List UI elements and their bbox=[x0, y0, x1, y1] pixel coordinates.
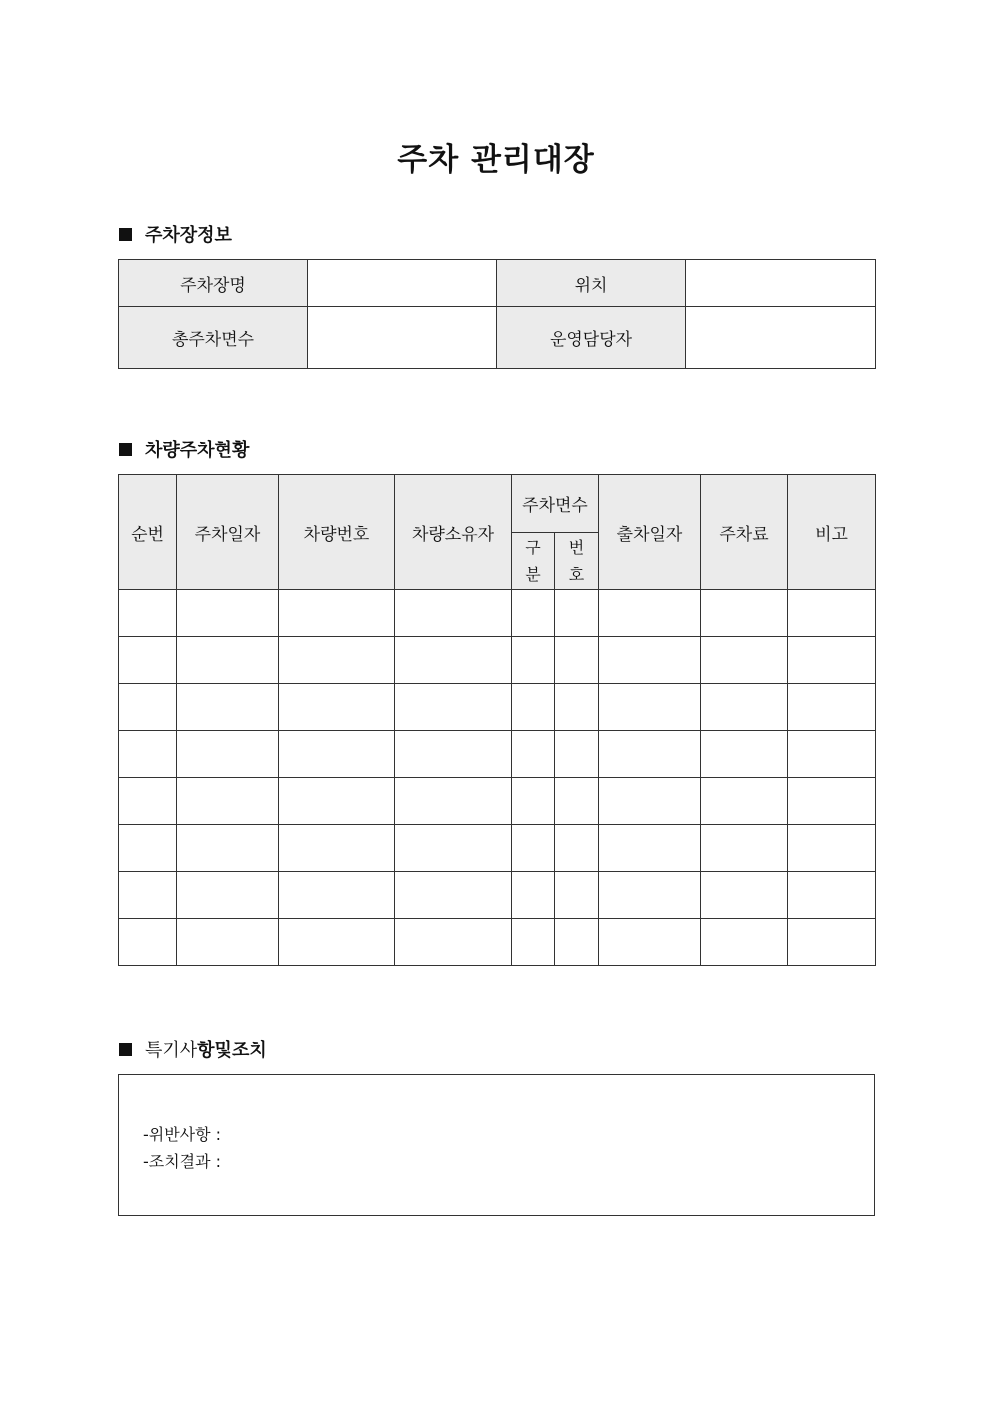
square-bullet-icon bbox=[119, 228, 132, 241]
cell-exit[interactable] bbox=[599, 637, 701, 684]
cell-exit[interactable] bbox=[599, 684, 701, 731]
cell-fee[interactable] bbox=[701, 919, 788, 966]
cell-no[interactable] bbox=[119, 684, 177, 731]
cell-space-number[interactable] bbox=[555, 684, 599, 731]
cell-space-number[interactable] bbox=[555, 590, 599, 637]
field-location[interactable] bbox=[686, 260, 876, 307]
cell-fee[interactable] bbox=[701, 778, 788, 825]
cell-note[interactable] bbox=[788, 872, 876, 919]
cell-note[interactable] bbox=[788, 684, 876, 731]
field-lot-name[interactable] bbox=[308, 260, 497, 307]
cell-owner[interactable] bbox=[395, 637, 512, 684]
cell-plate[interactable] bbox=[279, 825, 395, 872]
header-no: 순번 bbox=[119, 475, 177, 590]
cell-no[interactable] bbox=[119, 919, 177, 966]
header-space-number-line2: 호 bbox=[568, 565, 585, 584]
field-total-spaces[interactable] bbox=[308, 307, 497, 369]
cell-date[interactable] bbox=[177, 919, 279, 966]
cell-space-number[interactable] bbox=[555, 825, 599, 872]
cell-space-type[interactable] bbox=[512, 684, 555, 731]
cell-space-type[interactable] bbox=[512, 872, 555, 919]
cell-exit[interactable] bbox=[599, 590, 701, 637]
cell-note[interactable] bbox=[788, 919, 876, 966]
cell-note[interactable] bbox=[788, 637, 876, 684]
cell-space-type[interactable] bbox=[512, 590, 555, 637]
header-space-number-line1: 번 bbox=[568, 538, 585, 557]
cell-space-type[interactable] bbox=[512, 731, 555, 778]
notes-box[interactable] bbox=[118, 1074, 875, 1216]
cell-note[interactable] bbox=[788, 590, 876, 637]
cell-exit[interactable] bbox=[599, 872, 701, 919]
cell-owner[interactable] bbox=[395, 778, 512, 825]
cell-note[interactable] bbox=[788, 778, 876, 825]
header-space-type bbox=[512, 533, 555, 590]
cell-fee[interactable] bbox=[701, 637, 788, 684]
cell-note[interactable] bbox=[788, 825, 876, 872]
cell-owner[interactable] bbox=[395, 731, 512, 778]
section-heading-info bbox=[119, 221, 232, 247]
violation-line: -위반사항 : bbox=[143, 1125, 222, 1144]
section-title-bold: 항및조치 bbox=[197, 1040, 267, 1061]
cell-plate[interactable] bbox=[279, 684, 395, 731]
cell-date[interactable] bbox=[177, 825, 279, 872]
header-exit: 출차일자 bbox=[599, 475, 701, 590]
section-heading-parking bbox=[119, 436, 249, 462]
header-space-number bbox=[555, 533, 599, 590]
parking-lot-info-table bbox=[118, 259, 876, 369]
cell-space-type[interactable] bbox=[512, 778, 555, 825]
cell-fee[interactable] bbox=[701, 872, 788, 919]
cell-date[interactable] bbox=[177, 637, 279, 684]
page-title: 주차 관리대장 bbox=[397, 142, 595, 178]
table-row bbox=[119, 778, 876, 825]
header-space: 주차면수 bbox=[512, 475, 599, 533]
label-manager: 운영담당자 bbox=[497, 307, 686, 369]
cell-exit[interactable] bbox=[599, 919, 701, 966]
section-heading-notes bbox=[119, 1036, 267, 1062]
section-title-light: 특기사 bbox=[145, 1040, 198, 1061]
label-location: 위치 bbox=[497, 260, 686, 307]
cell-fee[interactable] bbox=[701, 684, 788, 731]
cell-no[interactable] bbox=[119, 825, 177, 872]
header-space-type-line1: 구 bbox=[525, 538, 541, 557]
field-manager[interactable] bbox=[686, 307, 876, 369]
square-bullet-icon bbox=[119, 1043, 132, 1056]
square-bullet-icon bbox=[119, 443, 132, 456]
cell-fee[interactable] bbox=[701, 825, 788, 872]
cell-fee[interactable] bbox=[701, 590, 788, 637]
header-note: 비고 bbox=[788, 475, 876, 590]
cell-owner[interactable] bbox=[395, 919, 512, 966]
header-fee: 주차료 bbox=[701, 475, 788, 590]
cell-date[interactable] bbox=[177, 684, 279, 731]
header-date: 주차일자 bbox=[177, 475, 279, 590]
label-lot-name: 주차장명 bbox=[119, 260, 308, 307]
cell-plate[interactable] bbox=[279, 919, 395, 966]
parking-table-body bbox=[119, 590, 876, 966]
cell-plate[interactable] bbox=[279, 731, 395, 778]
cell-owner[interactable] bbox=[395, 684, 512, 731]
cell-space-number[interactable] bbox=[555, 637, 599, 684]
cell-note[interactable] bbox=[788, 731, 876, 778]
cell-space-number[interactable] bbox=[555, 872, 599, 919]
cell-owner[interactable] bbox=[395, 825, 512, 872]
cell-no[interactable] bbox=[119, 731, 177, 778]
label-total-spaces: 총주차면수 bbox=[119, 307, 308, 369]
cell-space-number[interactable] bbox=[555, 778, 599, 825]
header-plate: 차량번호 bbox=[279, 475, 395, 590]
vehicle-parking-table bbox=[118, 474, 876, 966]
cell-no[interactable] bbox=[119, 872, 177, 919]
cell-space-number[interactable] bbox=[555, 731, 599, 778]
cell-owner[interactable] bbox=[395, 872, 512, 919]
cell-date[interactable] bbox=[177, 731, 279, 778]
cell-space-type[interactable] bbox=[512, 637, 555, 684]
cell-plate[interactable] bbox=[279, 590, 395, 637]
cell-exit[interactable] bbox=[599, 731, 701, 778]
section-title: 차량주차현황 bbox=[145, 440, 250, 461]
cell-plate[interactable] bbox=[279, 637, 395, 684]
table-row bbox=[119, 590, 876, 637]
table-row bbox=[119, 731, 876, 778]
cell-date[interactable] bbox=[177, 778, 279, 825]
header-space-type-line2: 분 bbox=[525, 565, 541, 584]
cell-date[interactable] bbox=[177, 872, 279, 919]
action-line: -조치결과 : bbox=[143, 1152, 222, 1171]
table-row bbox=[119, 825, 876, 872]
table-row bbox=[119, 872, 876, 919]
cell-no[interactable] bbox=[119, 590, 177, 637]
cell-plate[interactable] bbox=[279, 778, 395, 825]
cell-fee[interactable] bbox=[701, 731, 788, 778]
table-row bbox=[119, 684, 876, 731]
cell-exit[interactable] bbox=[599, 778, 701, 825]
cell-space-number[interactable] bbox=[555, 919, 599, 966]
cell-exit[interactable] bbox=[599, 825, 701, 872]
table-row bbox=[119, 919, 876, 966]
cell-space-type[interactable] bbox=[512, 919, 555, 966]
section-title: 주차장정보 bbox=[145, 225, 232, 246]
cell-owner[interactable] bbox=[395, 590, 512, 637]
cell-space-type[interactable] bbox=[512, 825, 555, 872]
table-row bbox=[119, 637, 876, 684]
cell-date[interactable] bbox=[177, 590, 279, 637]
header-owner: 차량소유자 bbox=[395, 475, 512, 590]
cell-no[interactable] bbox=[119, 637, 177, 684]
cell-plate[interactable] bbox=[279, 872, 395, 919]
cell-no[interactable] bbox=[119, 778, 177, 825]
